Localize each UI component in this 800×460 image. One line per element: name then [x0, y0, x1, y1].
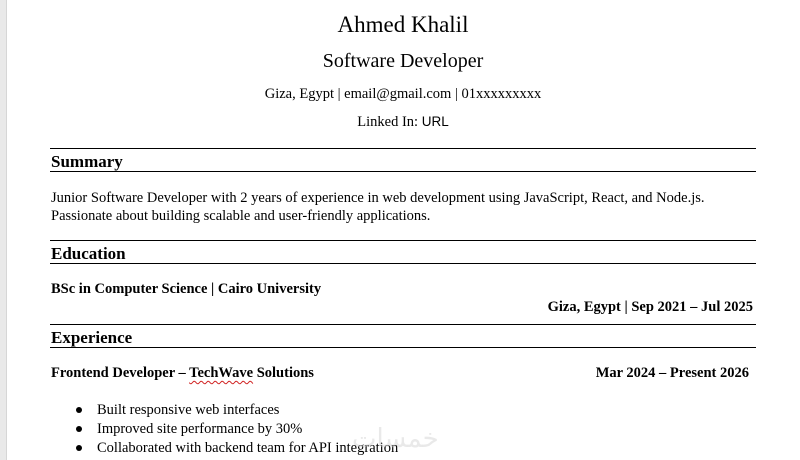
company-suffix: Solutions: [253, 365, 314, 381]
education-heading: Education: [51, 244, 126, 263]
summary-section-header: [50, 148, 756, 172]
degree-line: BSc in Computer Science | Cairo University: [51, 281, 322, 297]
experience-heading: Experience: [51, 328, 133, 347]
linkedin-url: URL: [421, 114, 449, 129]
job-dates: Mar 2024 – Present 2026: [595, 365, 749, 381]
linkedin-line: [50, 114, 756, 131]
bullet-text: Improved site performance by 30%: [97, 421, 303, 437]
resume-name: Ahmed Khalil: [337, 12, 469, 37]
education-section-header: [50, 240, 756, 264]
bullet-icon: [76, 445, 82, 451]
contact-line: Giza, Egypt | email@gmail.com | 01xxxxxxxxx: [264, 86, 542, 102]
job-title: Frontend Developer –: [51, 365, 190, 381]
summary-text: Junior Software Developer with 2 years of experience in web development using JavaScript, React, and Node.js. Passionate about building scalable and user-friendly applications.: [51, 190, 705, 224]
experience-bullet-list: [76, 402, 398, 459]
resume-title: Software Developer: [322, 50, 484, 72]
job-title-line: [51, 365, 314, 382]
bullet-icon: [76, 426, 82, 432]
linkedin-label: Linked In:: [357, 114, 422, 130]
watermark-logo: خمسات: [352, 424, 439, 454]
bullet-text: Collaborated with backend team for API integration: [97, 440, 399, 456]
experience-section-header: [50, 324, 756, 348]
list-item: [76, 440, 398, 459]
bullet-text: Built responsive web interfaces: [97, 402, 280, 418]
summary-heading: Summary: [51, 152, 123, 171]
education-location-dates: Giza, Egypt | Sep 2021 – Jul 2025: [547, 299, 753, 315]
bullet-icon: [76, 407, 82, 413]
page-margin: [0, 0, 7, 460]
list-item: [76, 402, 398, 421]
company-name-spellcheck[interactable]: TechWave: [189, 365, 254, 381]
list-item: [76, 421, 398, 440]
